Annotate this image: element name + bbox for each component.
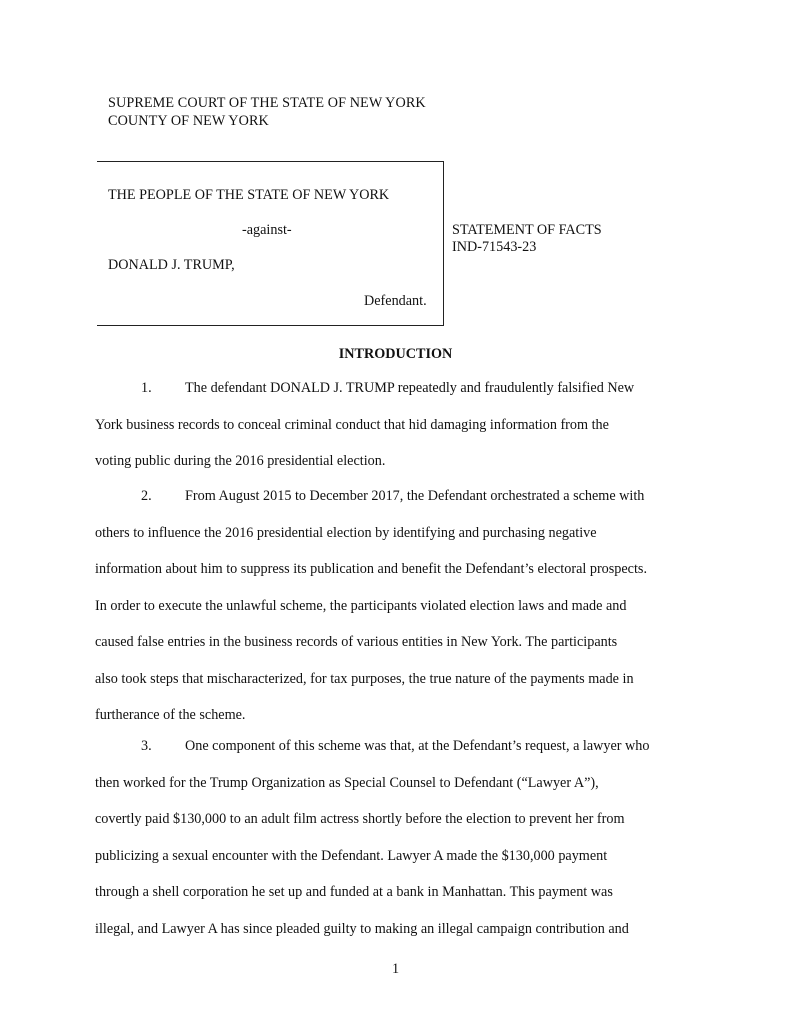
paragraph-line [95, 379, 695, 416]
paragraph-number: 2. [141, 488, 152, 504]
paragraph-line: then worked for the Trump Organization as Special Counsel to Defendant (“Lawyer A”), [95, 774, 599, 791]
caption-bottom-rule [97, 325, 444, 326]
page-number: 1 [391, 961, 400, 977]
county-name: COUNTY OF NEW YORK [108, 113, 269, 129]
plaintiff-name: THE PEOPLE OF THE STATE OF NEW YORK [108, 187, 390, 203]
versus-label: -against- [242, 222, 292, 238]
paragraph-text: The defendant DONALD J. TRUMP repeatedly and fraudulently falsified New [185, 380, 635, 396]
paragraph-line: caused false entries in the business records of various entities in New York. The participants [95, 634, 618, 650]
paragraph-text: From August 2015 to December 2017, the Defendant orchestrated a scheme with [185, 488, 645, 504]
paragraph-line [95, 737, 695, 774]
paragraph-line: others to influence the 2016 presidential election by identifying and purchasing negative [95, 524, 597, 541]
paragraph-2 [95, 487, 695, 743]
paragraph-line: covertly paid $130,000 to an adult film actress shortly before the election to prevent her from [95, 811, 625, 827]
paragraph-line: through a shell corporation he set up and funded at a bank in Manhattan. This payment was [95, 884, 613, 900]
indictment-number: IND-71543-23 [452, 239, 537, 255]
paragraph-line: also took steps that mischaracterized, for tax purposes, the true nature of the payments made in [95, 670, 634, 687]
paragraph-text: One component of this scheme was that, at the Defendant’s request, a lawyer who [185, 738, 650, 754]
paragraph-line: York business records to conceal criminal conduct that hid damaging information from the [95, 416, 609, 433]
section-heading: INTRODUCTION [338, 346, 453, 362]
caption-top-rule [97, 161, 444, 162]
paragraph-line [95, 487, 695, 524]
paragraph-1 [95, 379, 695, 489]
defendant-role: Defendant. [364, 293, 427, 309]
paragraph-number: 1. [141, 380, 152, 396]
caption-right-rule [443, 161, 444, 326]
paragraph-line: In order to execute the unlawful scheme, the participants violated election laws and made and [95, 597, 627, 614]
paragraph-line: publicizing a sexual encounter with the Defendant. Lawyer A made the $130,000 payment [95, 847, 608, 864]
document-title: STATEMENT OF FACTS [452, 222, 602, 238]
defendant-name: DONALD J. TRUMP, [108, 257, 235, 273]
paragraph-line: information about him to suppress its publication and benefit the Defendant’s electoral prospects. [95, 561, 647, 577]
paragraph-line: furtherance of the scheme. [95, 707, 246, 723]
paragraph-3 [95, 737, 695, 956]
paragraph-line: illegal, and Lawyer A has since pleaded guilty to making an illegal campaign contribution and [95, 920, 629, 937]
court-name: SUPREME COURT OF THE STATE OF NEW YORK [108, 95, 426, 111]
paragraph-line: voting public during the 2016 presidential election. [95, 453, 386, 469]
paragraph-number: 3. [141, 738, 152, 754]
